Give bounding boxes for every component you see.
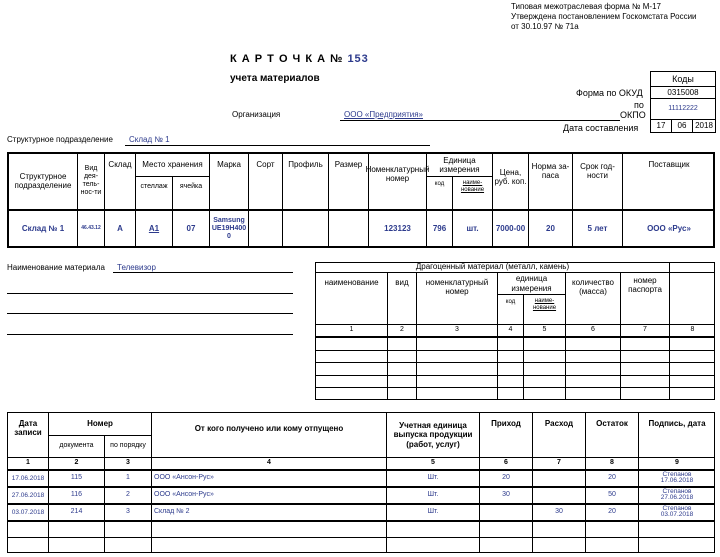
material-line (7, 313, 293, 314)
t3-r3-por: 3 (126, 508, 130, 516)
org-label: Организация (232, 110, 281, 119)
t3-h-doc: документа (59, 441, 94, 449)
t3-r3-doc: 214 (70, 508, 83, 516)
t3-num: 9 (675, 459, 679, 467)
struct-value: Склад № 1 (129, 135, 170, 144)
t2-num: 8 (690, 326, 695, 334)
t2-h-kod: код (505, 298, 516, 305)
t3-r2-doc: 116 (70, 491, 83, 499)
t3-r2-in: 30 (502, 491, 510, 499)
okpo-label-po: по (634, 100, 644, 110)
t2-h-pasport: номер паспорта (628, 275, 662, 294)
t1-r-yacheyka: 07 (186, 224, 196, 234)
t1-r-nomenkl: 123123 (384, 224, 411, 234)
t3-h-podpis: Подпись, дата (648, 419, 706, 429)
okud-code: 0315008 (667, 87, 699, 97)
t1-r-vid: 46.43.12 (81, 225, 101, 232)
t3-r1-sign-date: 17.06.2018 (660, 477, 694, 484)
t2-h-ed: единица измерения (511, 274, 552, 293)
t2-h-kol: количество (масса) (572, 277, 614, 296)
t1-h-mesto: Место хранения (142, 160, 203, 170)
t1-r-struct: Склад № 1 (21, 224, 65, 234)
t3-r2-sign-name: Степанов (662, 487, 692, 495)
t3-r3-sign-date: 03.07.2018 (660, 511, 694, 518)
form-type-line1: Типовая межотраслевая форма № М-17 (511, 2, 661, 11)
t3-r1-unit: Шт. (427, 474, 439, 482)
t3-r2-sign (639, 487, 715, 503)
t1-h-ed: Единица измерения (439, 155, 480, 174)
date-year: 2018 (695, 121, 713, 131)
t2-line (315, 336, 715, 338)
t3-line (7, 537, 715, 538)
t3-r2-from: ООО «Ансон-Рус» (154, 491, 214, 498)
org-value: ООО «Предприятия» (344, 110, 423, 119)
t3-r1-sign (639, 470, 715, 486)
t3-r1-in: 20 (502, 474, 510, 482)
t2-line (315, 375, 715, 376)
t1-h-sort: Сорт (256, 160, 275, 170)
t2-h-vid: вид (395, 278, 409, 288)
struct-label: Структурное подразделение (7, 135, 113, 144)
t3-r2-out (533, 488, 585, 503)
struct-underline (125, 145, 430, 146)
t3-h-date: Дата записи (14, 418, 42, 437)
t3-r3-sign-name: Степанов (662, 504, 692, 512)
t2-line (315, 350, 715, 351)
date-day: 17 (656, 121, 666, 131)
t1-h-struct: Структурное подразделение (14, 171, 72, 190)
t1-r-naim: шт. (466, 224, 479, 234)
t3-r2-por: 2 (126, 491, 130, 499)
org-underline (340, 120, 620, 121)
t3-r3-in (480, 505, 532, 520)
t3-r1-date: 17.06.2018 (11, 474, 45, 482)
t2-h-naim: наименование (324, 278, 379, 288)
card-title-prefix: К А Р Т О Ч К А № (230, 53, 344, 65)
t3-r3-rest: 20 (608, 508, 616, 516)
t3-num: 2 (74, 459, 79, 467)
t2-num: 7 (643, 326, 647, 334)
okpo-code: 11112222 (668, 104, 698, 112)
t3-r2-unit: Шт. (427, 491, 439, 499)
t3-num: 8 (610, 459, 614, 467)
t2-num: 2 (400, 326, 404, 334)
t2-num: 6 (591, 326, 595, 334)
material-line (7, 334, 293, 335)
t2-title: Драгоценный материал (металл, камень) (415, 262, 570, 272)
t1-h-norma: Норма за-паса (531, 161, 570, 180)
t2-h-nomenkl: номенклатурный номер (425, 277, 489, 296)
t3-r1-sign-name: Степанов (662, 470, 692, 478)
t3-r3-date: 03.07.2018 (11, 508, 45, 516)
okpo-label: ОКПО (620, 110, 646, 120)
t3-r1-out (533, 471, 585, 486)
t1-h-naim: наиме-нование (460, 180, 485, 193)
t1-r-stellazh: А1 (148, 224, 160, 234)
t3-num: 1 (26, 459, 30, 467)
material-value: Телевизор (117, 263, 156, 272)
okud-label: Форма по ОКУД (576, 88, 643, 98)
t3-num: 3 (126, 459, 130, 467)
t1-h-srok: Срок год-ности (580, 161, 615, 180)
t1-r-sklad: А (117, 224, 123, 234)
t2-num: 5 (542, 326, 547, 334)
t1-r-norma: 20 (546, 224, 555, 234)
t1-h-marka: Марка (217, 160, 241, 170)
t1-h-sklad: Склад (108, 160, 132, 170)
material-line (113, 272, 293, 273)
t1-h-razmer: Размер (334, 160, 363, 170)
card-subtitle: учета материалов (230, 73, 320, 84)
t3-num: 4 (267, 459, 271, 467)
t1-r-kod: 796 (432, 224, 447, 234)
t3-h-prihod: Приход (491, 419, 521, 429)
t1-h-nomenkl: Номенклатурный номер (365, 164, 430, 183)
t2-line (669, 272, 715, 273)
t2-line (315, 362, 715, 363)
t3-r3-unit: Шт. (427, 508, 439, 516)
t1-h-cena: Цена, руб. коп. (494, 167, 527, 186)
t1-r-marka: Samsung UE19H4000 (211, 216, 247, 241)
t3-h-ostatok: Остаток (596, 419, 628, 429)
t3-h-nomer: Номер (87, 419, 113, 429)
t3-r1-from: ООО «Ансон-Рус» (154, 474, 214, 481)
t2-num: 1 (349, 326, 354, 334)
card-title (230, 53, 369, 65)
t2-h-ednaim: наиме-нование (532, 298, 557, 311)
t3-h-rashod: Расход (544, 419, 574, 429)
t2-line (315, 387, 715, 388)
t3-r1-por: 1 (126, 474, 130, 482)
date-month: 06 (677, 121, 687, 131)
t3-num: 6 (504, 459, 508, 467)
t3-r2-rest: 50 (608, 491, 616, 499)
t3-r1-doc: 115 (70, 474, 83, 482)
t1-r-srok: 5 лет (587, 224, 608, 234)
t1-h-profil: Профиль (288, 160, 323, 170)
t2-num: 3 (455, 326, 459, 334)
t1-h-vid: Вид дея-тель-нос-ти (80, 164, 102, 197)
t3-r3-from: Склад № 2 (154, 508, 190, 515)
t3-r2-date: 27.06.2018 (11, 491, 45, 499)
codes-label: Коды (672, 73, 694, 84)
t1-h-kod: код (434, 180, 445, 187)
t1-h-stellazh: стеллаж (140, 182, 168, 190)
material-label: Наименование материала (7, 263, 105, 272)
form-type-line3: от 30.10.97 № 71а (511, 22, 579, 31)
t3-num: 7 (557, 459, 561, 467)
t1-r-postav: ООО «Рус» (647, 224, 691, 234)
material-line (7, 293, 293, 294)
t3-r3-sign (639, 504, 715, 520)
t1-h-postav: Поставщик (648, 160, 690, 170)
t3-line (7, 520, 715, 522)
t3-r1-rest: 20 (608, 474, 616, 482)
t3-num: 5 (431, 459, 435, 467)
t1-r-cena: 7000-00 (495, 224, 526, 234)
t3-h-uchet: Учетная единица выпуска продукции (работ, услуг) (393, 421, 473, 449)
t3-r2-sign-date: 27.06.2018 (660, 494, 694, 501)
t2-num: 4 (508, 326, 513, 334)
card-number: 153 (347, 53, 369, 65)
date-label: Дата составления (563, 123, 639, 133)
t1-h-yacheyka: ячейка (179, 182, 203, 190)
t3-h-por: по порядку (110, 441, 146, 449)
form-type-line2: Утверждена постановлением Госкомстата России (511, 12, 697, 21)
t3-r3-out: 30 (555, 508, 563, 516)
t3-h-otkogo: От кого получено или кому отпущено (194, 424, 344, 434)
